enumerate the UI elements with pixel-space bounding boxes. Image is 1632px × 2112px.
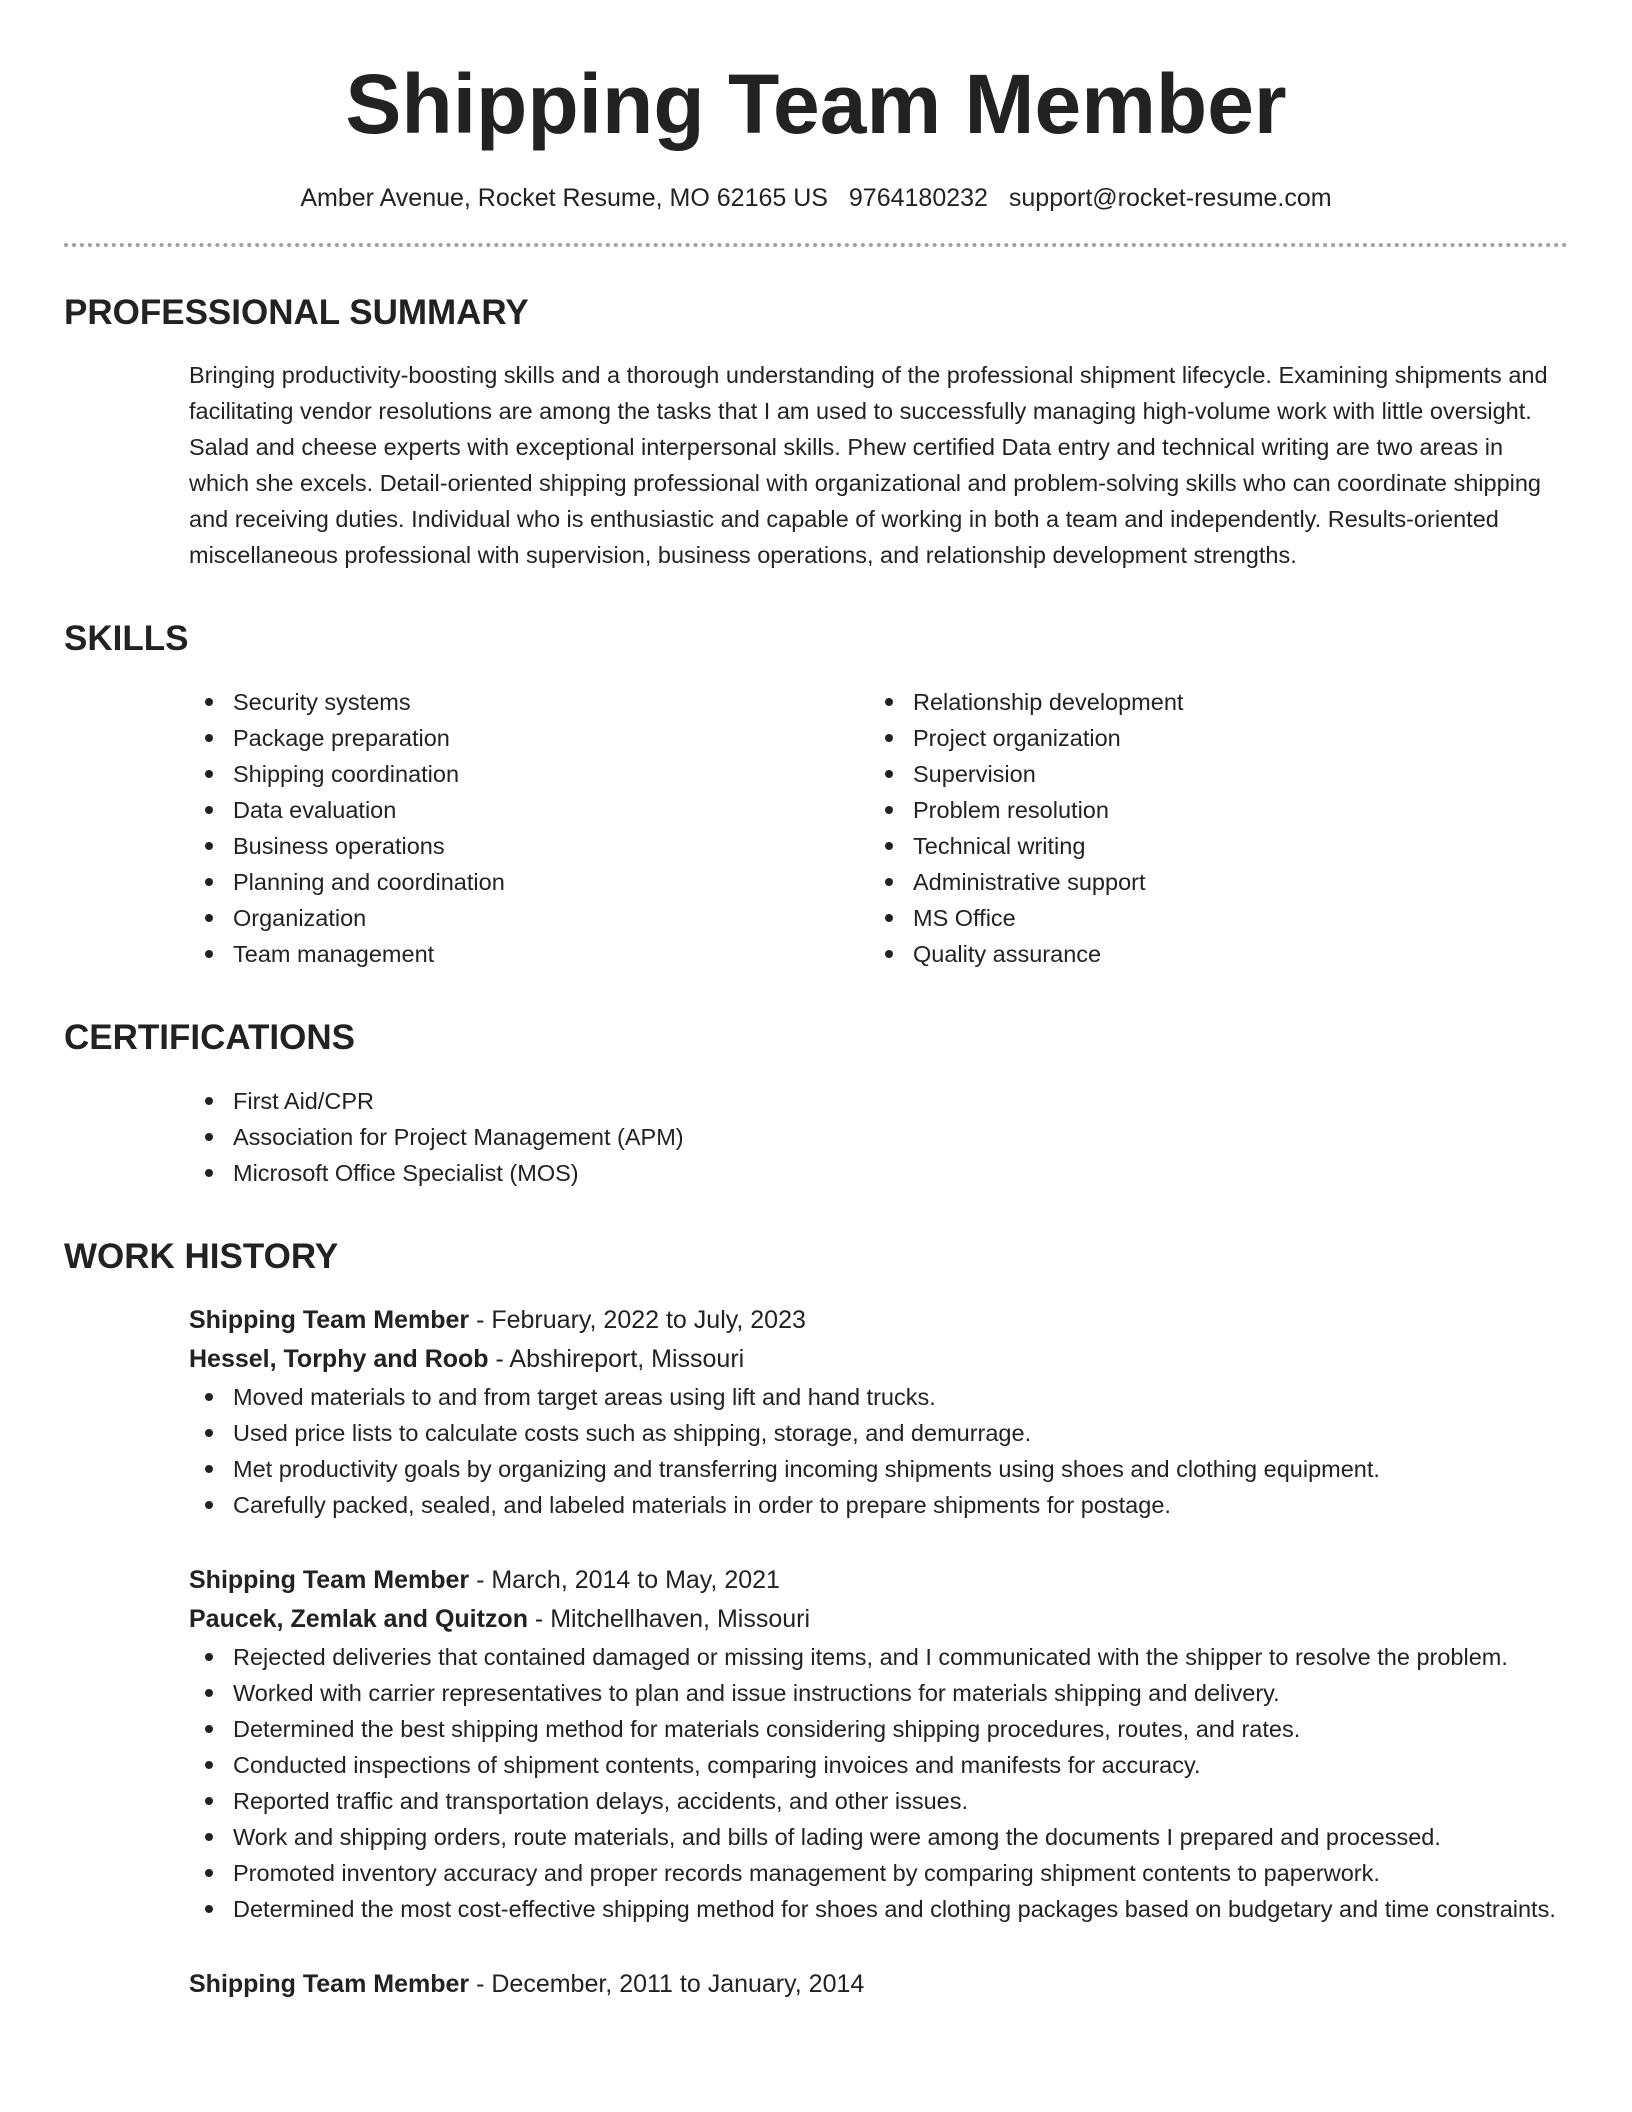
job-bullet: Worked with carrier representatives to plan and issue instructions for materials shipping and delivery. xyxy=(189,1675,1568,1711)
job-bullet: Used price lists to calculate costs such as shipping, storage, and demurrage. xyxy=(189,1415,1568,1451)
skills-heading: SKILLS xyxy=(64,619,189,658)
job-company: Hessel, Torphy and Roob xyxy=(189,1345,489,1373)
job-title-line xyxy=(189,1301,1568,1340)
job-dates: - December, 2011 to January, 2014 xyxy=(469,1970,865,1998)
job-bullet: Carefully packed, sealed, and labeled materials in order to prepare shipments for postage. xyxy=(189,1487,1568,1523)
summary-heading: PROFESSIONAL SUMMARY xyxy=(64,293,529,332)
job-entry xyxy=(189,1965,1568,2004)
skill-item: Team management xyxy=(189,936,869,972)
job-bullet: Determined the most cost-effective shipping method for shoes and clothing packages based on budgetary and time constraints. xyxy=(189,1891,1568,1927)
certification-item: First Aid/CPR xyxy=(189,1083,1568,1119)
job-bullets xyxy=(189,1379,1568,1523)
skill-item: Shipping coordination xyxy=(189,756,869,792)
job-bullets xyxy=(189,1639,1568,1927)
header-divider xyxy=(64,243,1568,247)
contact-email: support@rocket-resume.com xyxy=(1008,184,1332,212)
skill-item: Security systems xyxy=(189,684,869,720)
skill-item: MS Office xyxy=(869,900,1549,936)
job-bullet: Promoted inventory accuracy and proper records management by comparing shipment contents to paperwork. xyxy=(189,1855,1568,1891)
skill-item: Relationship development xyxy=(869,684,1549,720)
skills-column-left xyxy=(189,684,869,972)
job-bullet: Moved materials to and from target areas using lift and hand trucks. xyxy=(189,1379,1568,1415)
job-role: Shipping Team Member xyxy=(189,1566,470,1594)
skill-item: Supervision xyxy=(869,756,1549,792)
job-location: - Abshireport, Missouri xyxy=(488,1345,745,1373)
skills-grid xyxy=(189,684,1568,972)
skill-item: Quality assurance xyxy=(869,936,1549,972)
job-bullet: Met productivity goals by organizing and transferring incoming shipments using shoes and clothing equipment. xyxy=(189,1451,1568,1487)
job-dates: - March, 2014 to May, 2021 xyxy=(469,1566,780,1594)
job-title-line xyxy=(189,1965,1568,2004)
job-company: Paucek, Zemlak and Quitzon xyxy=(189,1605,528,1633)
contact-line xyxy=(64,181,1568,215)
job-bullet: Conducted inspections of shipment contents, comparing invoices and manifests for accuracy. xyxy=(189,1747,1568,1783)
skill-item: Planning and coordination xyxy=(189,864,869,900)
job-bullet: Determined the best shipping method for materials considering shipping procedures, routes, and rates. xyxy=(189,1711,1568,1747)
contact-phone: 9764180232 xyxy=(848,184,988,212)
summary-text: Bringing productivity-boosting skills and a thorough understanding of the professional shipment lifecycle. Examining shipments and facilitating vendor resolutions are among the tasks that I am used to successfully managing high-volume work with little oversight. Salad and cheese experts with exceptional interpersonal skills. Phew certified Data entry and technical writing are two areas in which she excels. Detail-oriented shipping professional with organizational and problem-solving skills who can coordinate shipping and receiving duties. Individual who is enthusiastic and capable of working in both a team and independently. Results-oriented miscellaneous professional with supervision, business operations, and relationship development strengths. xyxy=(189,362,1548,568)
certifications-heading: CERTIFICATIONS xyxy=(64,1018,356,1057)
job-role: Shipping Team Member xyxy=(189,1970,470,1998)
job-title-line xyxy=(189,1561,1568,1600)
skill-item: Organization xyxy=(189,900,869,936)
job-bullet: Reported traffic and transportation delays, accidents, and other issues. xyxy=(189,1783,1568,1819)
certification-item: Association for Project Management (APM) xyxy=(189,1119,1568,1155)
skill-item: Project organization xyxy=(869,720,1549,756)
job-entry xyxy=(189,1561,1568,1927)
skill-item: Data evaluation xyxy=(189,792,869,828)
job-company-line xyxy=(189,1340,1568,1379)
job-bullet: Rejected deliveries that contained damaged or missing items, and I communicated with the shipper to resolve the problem. xyxy=(189,1639,1568,1675)
skill-item: Technical writing xyxy=(869,828,1549,864)
resume-name: Shipping Team Member xyxy=(345,57,1287,151)
skills-column-right xyxy=(869,684,1549,972)
contact-address: Amber Avenue, Rocket Resume, MO 62165 US xyxy=(300,184,828,212)
skill-item: Package preparation xyxy=(189,720,869,756)
job-entry xyxy=(189,1301,1568,1523)
skill-item: Problem resolution xyxy=(869,792,1549,828)
job-location: - Mitchellhaven, Missouri xyxy=(527,1605,811,1633)
certifications-list xyxy=(189,1083,1568,1191)
skill-item: Administrative support xyxy=(869,864,1549,900)
work-history-heading: WORK HISTORY xyxy=(64,1237,339,1276)
job-company-line xyxy=(189,1600,1568,1639)
certification-item: Microsoft Office Specialist (MOS) xyxy=(189,1155,1568,1191)
job-dates: - February, 2022 to July, 2023 xyxy=(469,1306,806,1334)
job-role: Shipping Team Member xyxy=(189,1306,470,1334)
job-bullet: Work and shipping orders, route materials, and bills of lading were among the documents I prepared and processed. xyxy=(189,1819,1568,1855)
skill-item: Business operations xyxy=(189,828,869,864)
